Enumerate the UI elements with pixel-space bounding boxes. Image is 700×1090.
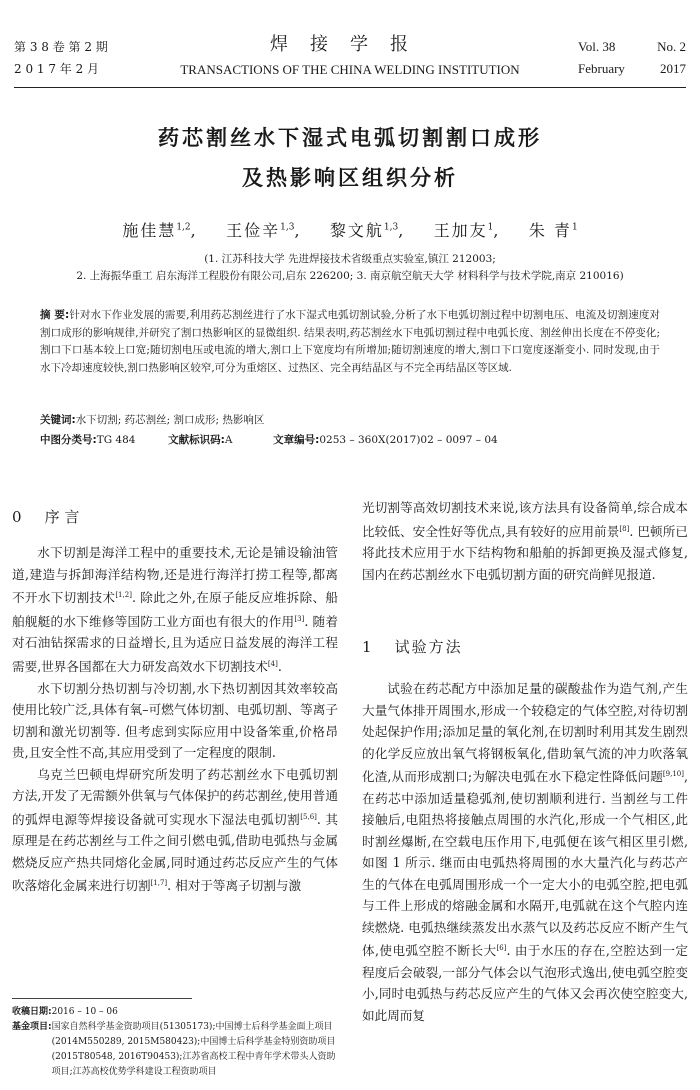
journal-name-cn: 焊接学报 [270,34,430,55]
year-en: 2017 [660,61,686,76]
header-rule [14,87,686,88]
clc-label: 中图分类号: [40,434,97,446]
paragraph: 水下切割分热切割与冷切割,水下热切割因其效率较高使用比较广泛,具体有氧–可燃气体切割、电弧切割、等离子切割和激光切割等. 但考虑到实际应用中设备笨重,价格昂贵,且安全性不高,其应用受到了一定程度的限制. [12,680,338,761]
abstract-text: 针对水下作业发展的需要,利用药芯割丝进行了水下湿式电弧切割试验,分析了水下电弧切割过程中切割电压、电流及切割速度对割口成形的影响规律,并研究了割口热影响区的显微组织. 结果表明,药芯割丝水下电弧切割过程中电弧长度、割丝伸出长度在不停变化;割口下口基本较上口宽;随切割电压或电流的增大,割口上下宽度均有所增加;随切割速度的增大,割口下口宽度逐渐变小. 同时发现,由于水下冷却速度较快,割口热影响区较窄,可分为重熔区、过热区、完全再结晶区与不完全再结晶区等区域. [40,309,660,374]
received-label: 收稿日期: [12,1007,52,1017]
running-header-center [150,34,550,78]
author: 朱 青$^1$ [528,221,578,240]
doc-code-value: A [224,434,233,446]
author: 黎文航$^{1,3}$ [329,221,399,240]
paragraph: 试验在药芯配方中添加足量的碳酸盐作为造气剂,产生大量气体排开周围水,形成一个较稳定的气体空腔,对待切割处起保护作用;添加足量的氧化剂,在切割时利用其发生剧烈的化学反应放出氧气将钢板氧化,借助氧气流的冲力吹落氧化渣,从而形成割口;为解决电弧在水下稳定性降低问题[9,10],在药芯中添加适量稳弧剂,使切割顺利进行. 当割丝与工件接触后,电阻热将接触点周围的水汽化,形成一个气相区,此时割丝爆断,在空载电压作用下,电弧便在该气相区里引燃,如图 1 所示. 继而由电弧热将周围的水大量汽化与药芯产生的气体在电弧周围形成一个一定大小的电弧空腔,把电弧与工件上形成的熔融金属和水隔开,电弧就在这个气腔内连续燃烧. 电弧热继续蒸发出水蒸气以及药芯反应不断产生气体,使电弧空腔不断长大[6]. 由于水压的存在,空腔达到一定程度后会破裂,一部分气体会以气泡形式逸出,使电弧空腔变小,同时电弧热与药芯反应产生的气体又会再次使空腔变大,如此周而复 [362,681,688,1023]
volume-issue: 第 3 8 卷 第 2 期 [14,40,108,54]
article-number-value: 0253 – 360X(2017)02 – 0097 – 04 [319,434,498,446]
author-list: 施佳慧$^{1,2}$, 王俭辛$^{1,3}$, 黎文航$^{1,3}$, 王加友$^1$, 朱 青$^1$ [122,221,578,240]
month-en: February [578,61,625,76]
fund-label: 基金项目: [12,1022,52,1032]
abstract [40,307,660,377]
affiliation-line2: 2. 上海振华重工 启东海洋工程股份有限公司,启东 226200; 3. 南京航空航天大学 材料科学与技术学院,南京 210016) [76,270,624,282]
keywords-text: 水下切割; 药芯割丝; 割口成形; 热影响区 [75,414,265,426]
author: 王加友$^1$ [433,221,494,240]
paper-title-line1: 药芯割丝水下湿式电弧切割割口成形 [158,126,542,150]
citation: [5,6] [300,812,317,821]
section-number: 1 [362,638,372,656]
paper-title-line2: 及热影响区组织分析 [242,166,458,190]
classification-line [40,432,660,447]
doc-code-label: 文献标识码: [168,434,225,446]
right-column-text-section1 [362,678,688,1026]
section-title: 试验方法 [394,638,463,656]
keywords [40,412,660,427]
paragraph: 乌克兰巴顿电焊研究所发明了药芯割丝水下电弧切割方法,开发了无需额外供氧与气体保护的药芯割丝,使用普通的弧焊电源等焊接设备就可实现水下湿法电弧切割[5,6]. 其原理是在药芯割丝与工件之间引燃电弧,借助电弧热与金属燃烧反应产热共同熔化金属,同时通过药芯反应产生的气体吹落熔化金属来进行切割[1,7]. 相对于等离子切割与激 [12,766,339,894]
citation: [1,2] [115,591,132,599]
article-number-label: 文章编号: [273,434,320,446]
running-header-right [578,36,686,80]
clc-value: TG 484 [96,434,136,446]
citation: [9,10] [662,770,684,778]
volume-en: Vol. 38 [578,39,616,54]
citation: [8] [619,524,630,533]
section-title: 序 言 [44,508,80,526]
right-column-text [362,497,688,585]
citation: [6] [496,944,507,953]
citation: [1,7] [150,879,168,888]
fund-text: 国家自然科学基金资助项目(51305173);中国博士后科学基金面上项目(2014M550289, 2015M580423);中国博士后科学基金特别资助项目(2015T80548, 2016T90453);江苏省高校工程中青年学术带头人资助项目;江苏高校优势学科建设工程资助项目 [51,1022,336,1077]
footnote-rule [12,998,192,999]
issue-date: 2 0 1 7 年 2 月 [14,62,100,76]
abstract-label: 摘 要: [40,309,70,321]
keywords-label: 关键词: [40,414,76,426]
received-date: 2016 – 10 – 06 [51,1007,118,1017]
citation: [4] [267,659,278,668]
section-number: 0 [12,508,22,526]
footnote [12,1005,342,1080]
left-column-text [12,542,338,897]
section-1-heading [362,636,463,657]
citation: [3] [294,614,305,623]
section-0-heading [12,506,79,527]
author: 施佳慧$^{1,2}$ [122,221,191,240]
paragraph: 水下切割是海洋工程中的重要技术,无论是铺设输油管道,建造与拆卸海洋结构物,还是进行海洋打捞工程等,都离不开水下切割技术[1,2]. 除此之外,在原子能反应堆拆除、船舶舰艇的水下维修等国防工业方面也有很大的作用[3]. 随着对石油钻探需求的日益增长,且为适应日益发展的海洋工程需要,世界各国都在大力研发高效水下切割技术[4]. [12,545,338,675]
journal-name-en: TRANSACTIONS OF THE CHINA WELDING INSTITUTION [180,62,520,77]
affiliation-line1: (1. 江苏科技大学 先进焊接技术省级重点实验室,镇江 212003; [204,253,496,265]
number-en: No. 2 [657,39,686,54]
paragraph: 光切割等高效切割技术来说,该方法具有设备简单,综合成本比较低、安全性好等优点,具有较好的应用前景[8]. 巴顿所已将此技术应用于水下结构物和船舶的拆卸更换及湿式修复,国内在药芯割丝水下电弧切割方面的研究尚鲜见报道. [362,500,688,582]
author: 王俭辛$^{1,3}$ [226,221,295,240]
running-header-left [14,36,108,80]
